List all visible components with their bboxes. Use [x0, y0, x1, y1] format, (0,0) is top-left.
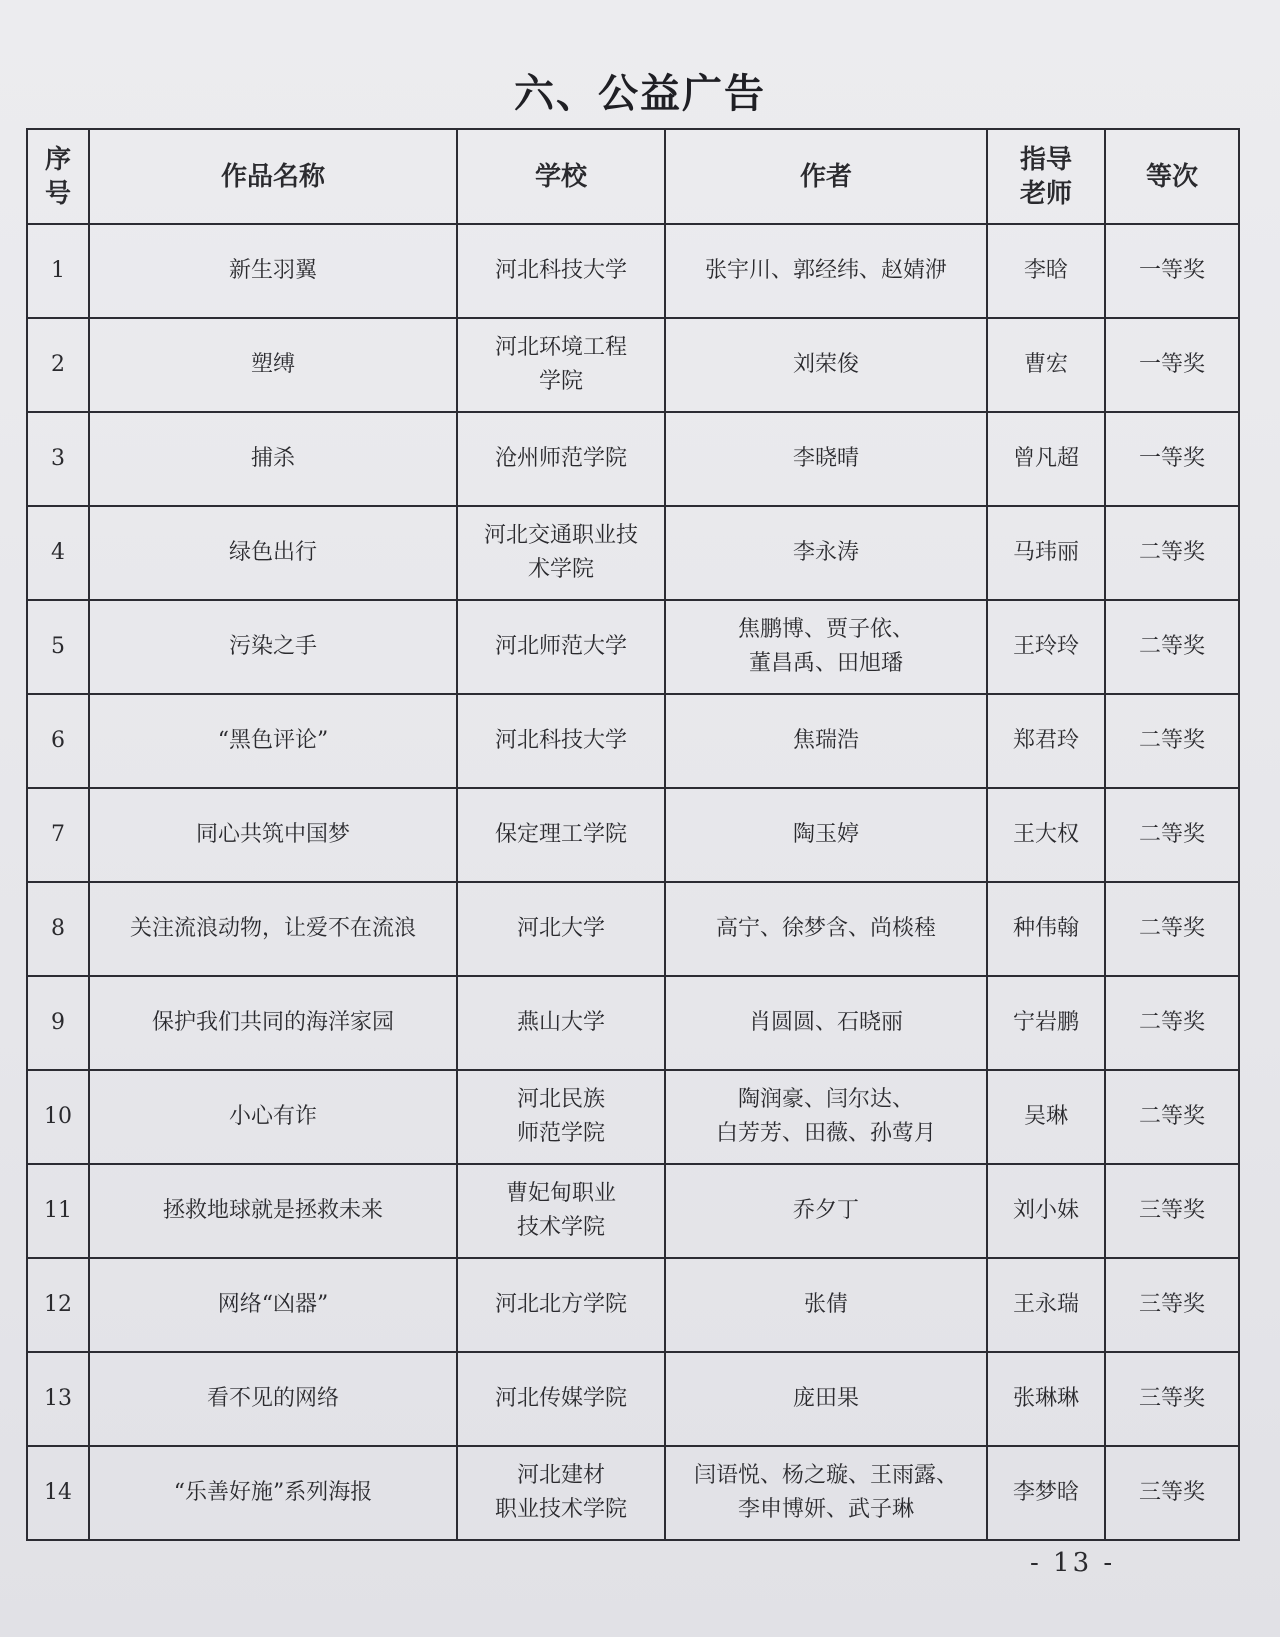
row-index: 2 [27, 318, 89, 412]
row-advisor: 张琳琳 [987, 1352, 1105, 1446]
page-number: - 13 - [1030, 1548, 1116, 1578]
row-work-title: 保护我们共同的海洋家园 [89, 976, 457, 1070]
row-award: 三等奖 [1105, 1352, 1239, 1446]
row-index: 12 [27, 1258, 89, 1352]
header-award: 等次 [1105, 129, 1239, 224]
table-body [27, 224, 1239, 1540]
table-row [27, 882, 1239, 976]
row-index: 6 [27, 694, 89, 788]
header-index: 序 号 [27, 129, 89, 224]
row-advisor: 宁岩鹏 [987, 976, 1105, 1070]
row-award: 二等奖 [1105, 506, 1239, 600]
table-row [27, 224, 1239, 318]
row-index: 8 [27, 882, 89, 976]
row-award: 一等奖 [1105, 412, 1239, 506]
row-award: 二等奖 [1105, 882, 1239, 976]
row-award: 三等奖 [1105, 1446, 1239, 1540]
header-school: 学校 [457, 129, 665, 224]
row-advisor: 吴琳 [987, 1070, 1105, 1164]
table-header-row [27, 129, 1239, 224]
row-index: 10 [27, 1070, 89, 1164]
row-work-title: 看不见的网络 [89, 1352, 457, 1446]
row-work-title: “黑色评论” [89, 694, 457, 788]
row-author: 乔夕丁 [665, 1164, 987, 1258]
row-advisor: 李晗 [987, 224, 1105, 318]
row-author: 张倩 [665, 1258, 987, 1352]
row-index: 3 [27, 412, 89, 506]
table-row [27, 600, 1239, 694]
row-school: 河北民族 师范学院 [457, 1070, 665, 1164]
row-school: 河北师范大学 [457, 600, 665, 694]
row-author: 陶润豪、闫尔达、 白芳芳、田薇、孙莺月 [665, 1070, 987, 1164]
row-author: 焦鹏博、贾子依、 董昌禹、田旭璠 [665, 600, 987, 694]
row-author: 李晓晴 [665, 412, 987, 506]
row-advisor: 郑君玲 [987, 694, 1105, 788]
row-school: 河北大学 [457, 882, 665, 976]
row-author: 刘荣俊 [665, 318, 987, 412]
row-award: 一等奖 [1105, 224, 1239, 318]
row-award: 二等奖 [1105, 976, 1239, 1070]
row-author: 焦瑞浩 [665, 694, 987, 788]
row-advisor: 王玲玲 [987, 600, 1105, 694]
row-author: 李永涛 [665, 506, 987, 600]
table-row [27, 1164, 1239, 1258]
row-index: 4 [27, 506, 89, 600]
row-work-title: 拯救地球就是拯救未来 [89, 1164, 457, 1258]
row-index: 14 [27, 1446, 89, 1540]
row-author: 张宇川、郭经纬、赵婧洢 [665, 224, 987, 318]
header-advisor: 指导 老师 [987, 129, 1105, 224]
row-school: 河北环境工程 学院 [457, 318, 665, 412]
row-author: 庞田果 [665, 1352, 987, 1446]
row-author: 陶玉婷 [665, 788, 987, 882]
row-award: 二等奖 [1105, 694, 1239, 788]
row-work-title: 网络“凶器” [89, 1258, 457, 1352]
row-award: 三等奖 [1105, 1258, 1239, 1352]
row-school: 沧州师范学院 [457, 412, 665, 506]
table-row [27, 1446, 1239, 1540]
table-row [27, 318, 1239, 412]
row-index: 11 [27, 1164, 89, 1258]
row-work-title: 塑缚 [89, 318, 457, 412]
row-award: 二等奖 [1105, 600, 1239, 694]
row-author: 高宁、徐梦含、尚棪稑 [665, 882, 987, 976]
row-advisor: 种伟翰 [987, 882, 1105, 976]
row-work-title: 小心有诈 [89, 1070, 457, 1164]
awards-table [26, 128, 1240, 1541]
table-row [27, 412, 1239, 506]
table-row [27, 1070, 1239, 1164]
row-work-title: “乐善好施”系列海报 [89, 1446, 457, 1540]
row-award: 二等奖 [1105, 1070, 1239, 1164]
table-row [27, 1258, 1239, 1352]
row-work-title: 新生羽翼 [89, 224, 457, 318]
row-school: 河北科技大学 [457, 694, 665, 788]
row-award: 三等奖 [1105, 1164, 1239, 1258]
row-school: 河北科技大学 [457, 224, 665, 318]
row-work-title: 污染之手 [89, 600, 457, 694]
row-school: 曹妃甸职业 技术学院 [457, 1164, 665, 1258]
table-row [27, 976, 1239, 1070]
row-author: 肖圆圆、石晓丽 [665, 976, 987, 1070]
row-advisor: 王大权 [987, 788, 1105, 882]
table-row [27, 694, 1239, 788]
row-index: 1 [27, 224, 89, 318]
row-index: 7 [27, 788, 89, 882]
row-author: 闫语悦、杨之璇、王雨露、 李申博妍、武子琳 [665, 1446, 987, 1540]
row-school: 河北交通职业技 术学院 [457, 506, 665, 600]
section-title: 六、公益广告 [514, 70, 766, 117]
row-school: 保定理工学院 [457, 788, 665, 882]
header-work: 作品名称 [89, 129, 457, 224]
row-work-title: 关注流浪动物，让爱不在流浪 [89, 882, 457, 976]
row-work-title: 绿色出行 [89, 506, 457, 600]
row-advisor: 王永瑞 [987, 1258, 1105, 1352]
row-school: 燕山大学 [457, 976, 665, 1070]
row-advisor: 曾凡超 [987, 412, 1105, 506]
row-advisor: 刘小妹 [987, 1164, 1105, 1258]
row-index: 5 [27, 600, 89, 694]
row-advisor: 马玮丽 [987, 506, 1105, 600]
row-school: 河北北方学院 [457, 1258, 665, 1352]
row-advisor: 曹宏 [987, 318, 1105, 412]
row-advisor: 李梦晗 [987, 1446, 1105, 1540]
row-index: 13 [27, 1352, 89, 1446]
header-author: 作者 [665, 129, 987, 224]
row-index: 9 [27, 976, 89, 1070]
row-school: 河北建材 职业技术学院 [457, 1446, 665, 1540]
table-row [27, 1352, 1239, 1446]
table-row [27, 506, 1239, 600]
row-award: 一等奖 [1105, 318, 1239, 412]
row-work-title: 同心共筑中国梦 [89, 788, 457, 882]
row-award: 二等奖 [1105, 788, 1239, 882]
row-school: 河北传媒学院 [457, 1352, 665, 1446]
table-row [27, 788, 1239, 882]
row-work-title: 捕杀 [89, 412, 457, 506]
